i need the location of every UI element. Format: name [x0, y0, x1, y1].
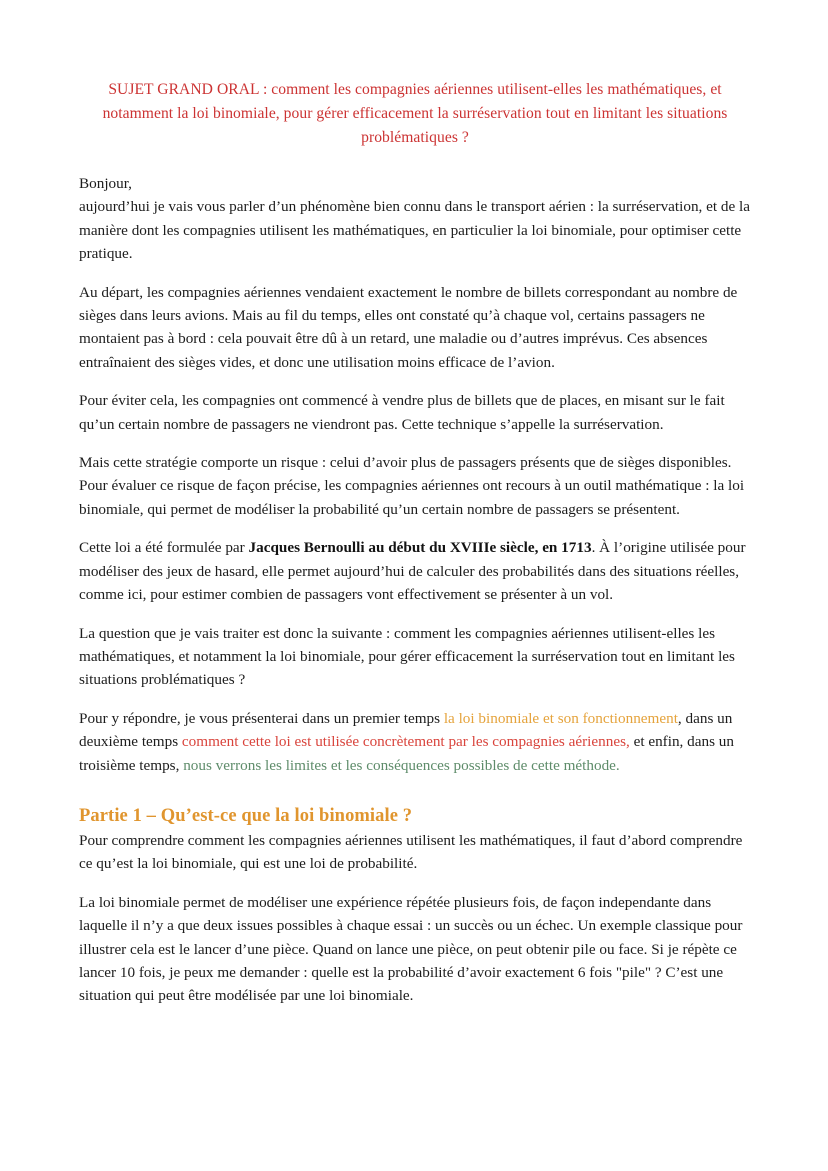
paragraph-section1-intro: Pour comprendre comment les compagnies aériennes utilisent les mathématiques, il faut d’abord comprendre ce qu’est la loi binomiale, qui est une loi de probabilité. [79, 831, 743, 873]
document-content [79, 0, 751, 1008]
paragraph-greeting [79, 172, 751, 266]
paragraph-risque: Mais cette stratégie comporte un risque : celui d’avoir plus de passagers présents que de sièges disponibles. Pour évaluer ce risque de façon précise, les compagnies aériennes ont recours à un outil mathématique : la loi binomiale, qui permet de modéliser la probabilité qu’un certain nombre de passagers se présentent. [79, 454, 745, 518]
paragraph-bernoulli [79, 536, 751, 606]
section-heading-partie-1: Partie 1 – Qu’est-ce que la loi binomiale ? [79, 805, 413, 826]
paragraph-historique: Au départ, les compagnies aériennes vendaient exactement le nombre de billets correspondant au nombre de sièges dans leurs avions. Mais au fil du temps, elles ont constaté qu’à chaque vol, certains passagers ne montaient pas à bord : cela pouvait être dû à un retard, une maladie ou d’autres imprévus. Ces absences entraînaient des sièges vides, et donc une utilisation moins efficace de l’avion. [79, 283, 738, 371]
page-title: SUJET GRAND ORAL : comment les compagnies aériennes utilisent-elles les mathématiques, et notamment la loi binomiale, pour gérer efficacement la surréservation tout en limitant les situations problématiques ? [102, 81, 728, 146]
bernoulli-intro-text: Cette loi a été formulée par [79, 539, 249, 557]
paragraph-solution: Pour éviter cela, les compagnies ont commencé à vendre plus de billets que de places, en misant sur le fait qu’un certain nombre de passagers ne viendront pas. Cette technique s’appelle la surréservation. [79, 392, 725, 433]
greeting-text: Bonjour, [79, 175, 132, 192]
plan-connector-1-text: , dans un deuxième temps [79, 709, 733, 751]
plan-part-3-text: nous verrons les limites et les conséquences possibles de cette méthode. [183, 756, 620, 774]
plan-part-1-text: la loi binomiale et son fonctionnement [443, 709, 678, 727]
greeting-continuation-text: aujourd’hui je vais vous parler d’un phénomène bien connu dans le transport aérien : la surréservation, et de la manière dont les compagnies utilisent les mathématiques, en particulier la loi binomiale, pour optimiser cette pratique. [79, 198, 750, 263]
paragraph-section1-definition: La loi binomiale permet de modéliser une expérience répétée plusieurs fois, de façon independante dans laquelle il n’y a que deux issues possibles à chaque essai : un succès ou un échec. Un exemple classique pour illustrer cela est le lancer d’une pièce. Quand on lance une pièce, on peut obtenir pile ou face. Si je répète ce lancer 10 fois, je peux me demander : quelle est la probabilité d’avoir exactement 6 fois "pile" ? C’est une situation qui peut être modélisée par une loi binomiale. [79, 893, 743, 1005]
paragraph-problematique: La question que je vais traiter est donc la suivante : comment les compagnies aériennes utilisent-elles les mathématiques, et notamment la loi binomiale, pour gérer efficacement la surréservation tout en limitant les situations problématiques ? [79, 624, 735, 689]
paragraph-plan [79, 707, 751, 777]
plan-connector-2-text: et enfin, dans un troisième temps, [79, 733, 734, 774]
bernoulli-outro-text: . À l’origine utilisée pour modéliser des jeux de hasard, elle permet aujourd’hui de calculer des probabilités dans des situations réelles, comme ici, pour estimer combien de passagers vont effectivement se présenter à un vol. [79, 539, 746, 604]
bernoulli-bold-text: Jacques Bernoulli au début du XVIIIe siècle, en 1713 [248, 539, 592, 557]
plan-lead-in-text: Pour y répondre, je vous présenterai dans un premier temps [79, 709, 444, 727]
plan-part-2-text: comment cette loi est utilisée concrètement par les compagnies aériennes, [181, 733, 630, 751]
